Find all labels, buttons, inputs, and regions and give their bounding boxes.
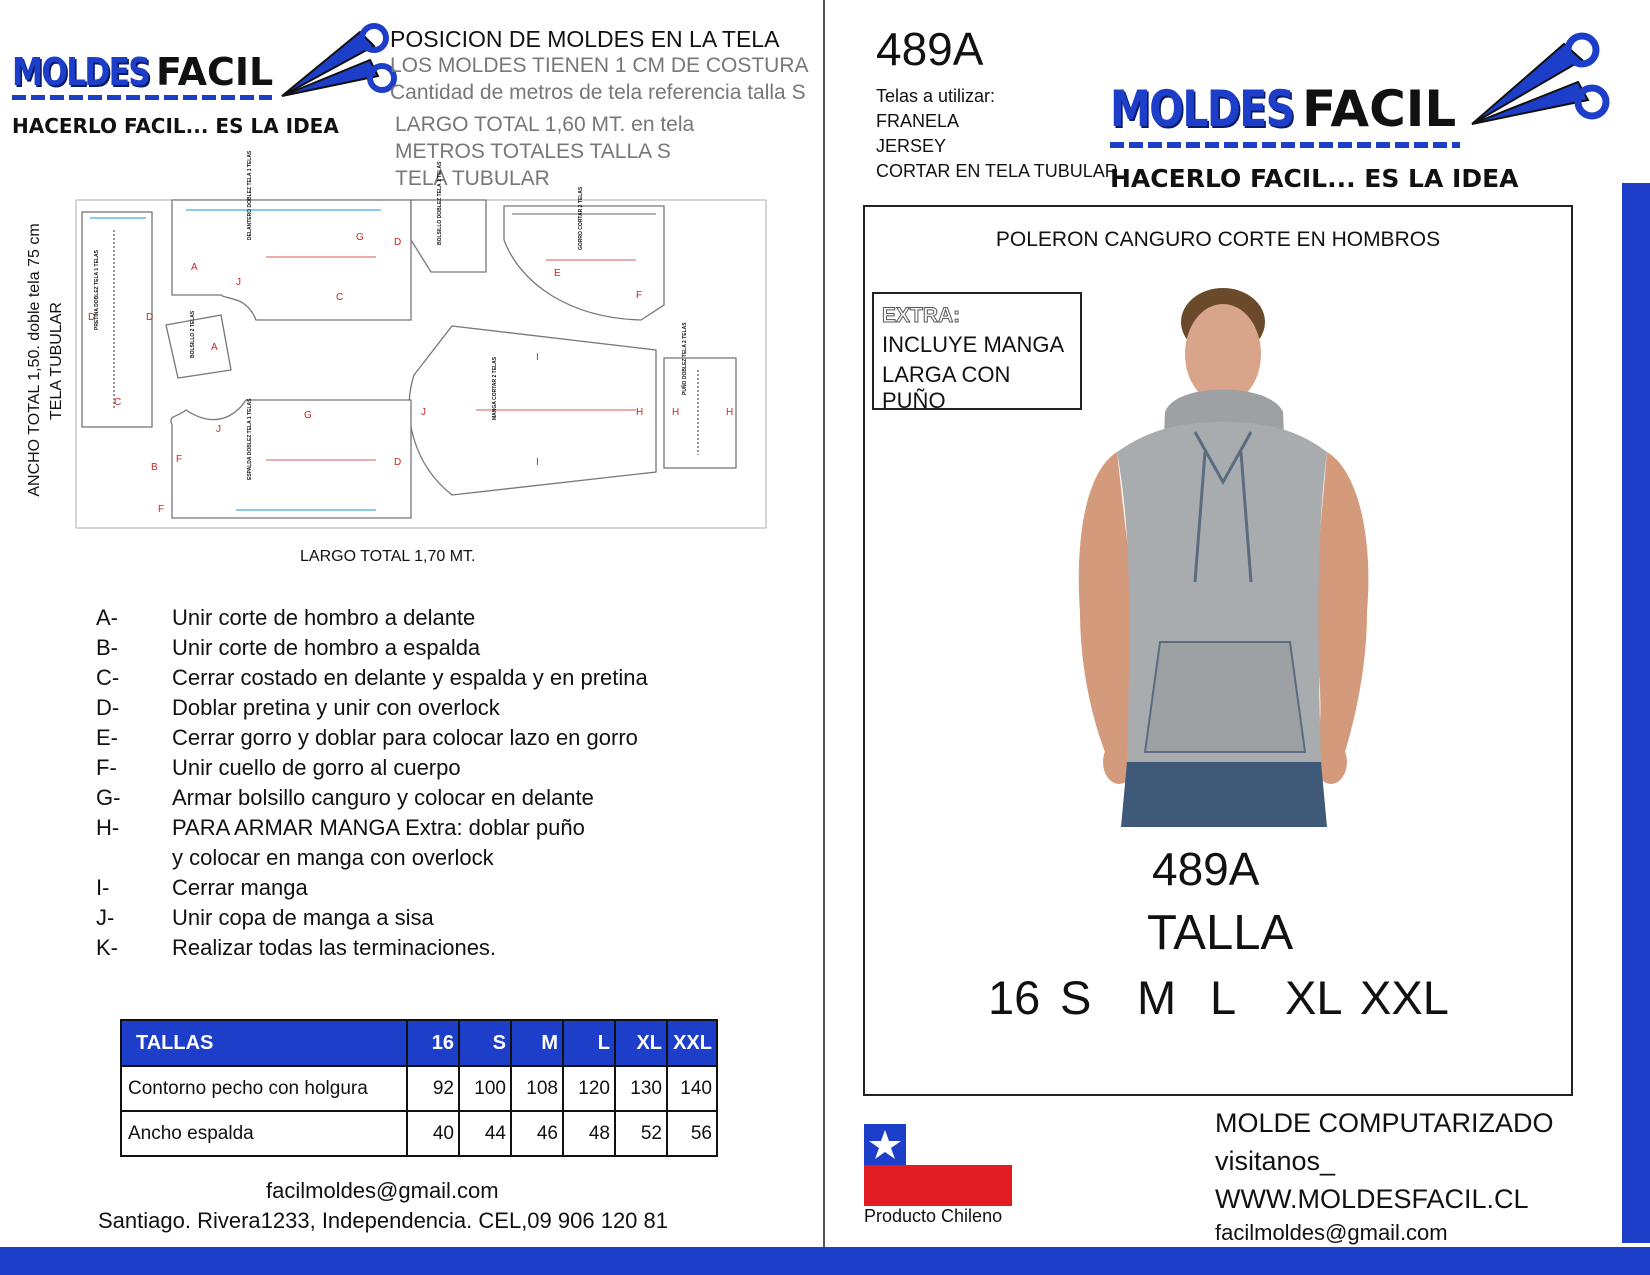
logo-dash-line — [12, 95, 272, 100]
step-text: Unir cuello de gorro al cuerpo — [172, 755, 461, 780]
svg-text:J: J — [236, 277, 241, 288]
footer-line1: MOLDE COMPUTARIZADO — [1215, 1108, 1554, 1138]
step-text: PARA ARMAR MANGA Extra: doblar puño — [172, 815, 585, 840]
row-label: Contorno pecho con holgura — [121, 1066, 407, 1111]
logo-brand-b: FACIL — [1302, 80, 1457, 138]
tubular-note: TELA TUBULAR — [395, 167, 550, 190]
edge-accent — [1622, 183, 1650, 1243]
svg-text:F: F — [636, 290, 643, 301]
big-code: 489A — [1152, 843, 1260, 895]
table-cell: 92 — [407, 1066, 459, 1111]
table-cell: 46 — [511, 1111, 563, 1156]
svg-text:B: B — [151, 462, 158, 473]
talla-label: TALLA — [1147, 906, 1294, 960]
size-table — [120, 1019, 718, 1157]
table-cell: 120 — [563, 1066, 615, 1111]
table-cell: 108 — [511, 1066, 563, 1111]
size-option: S — [1060, 971, 1092, 1024]
svg-text:E: E — [554, 268, 561, 279]
header-cell: XXL — [667, 1020, 717, 1066]
svg-text:H: H — [726, 407, 734, 418]
table-cell: 52 — [615, 1111, 667, 1156]
left-logo — [12, 46, 402, 136]
page-divider — [823, 0, 825, 1275]
size-option: L — [1210, 971, 1237, 1024]
header-cell: 16 — [407, 1020, 459, 1066]
width-label: ANCHO TOTAL 1,50. doble tela 75 cm — [26, 223, 43, 497]
extra-box — [872, 292, 1082, 413]
length-label: LARGO TOTAL 1,70 MT. — [300, 548, 476, 565]
svg-text:G: G — [304, 410, 312, 421]
logo-brand-b: FACIL — [156, 50, 274, 94]
size-option: 16 — [988, 971, 1041, 1024]
header-cell: L — [563, 1020, 615, 1066]
largo-note: LARGO TOTAL 1,60 MT. en tela — [395, 113, 695, 136]
logo-brand-a: MOLDES — [1110, 80, 1294, 138]
product-code: 489A — [876, 23, 984, 75]
svg-text:D: D — [88, 312, 96, 323]
svg-text:I: I — [536, 457, 539, 468]
fabrics-title: Telas a utilizar: — [876, 86, 996, 106]
svg-text:D: D — [146, 312, 154, 323]
step-text: Unir copa de manga a sisa — [172, 905, 434, 930]
step-letter: E- — [96, 725, 118, 750]
piece-espalda — [151, 398, 411, 518]
table-cell: 44 — [459, 1111, 511, 1156]
row-label: Ancho espalda — [121, 1111, 407, 1156]
logo-tagline: HACERLO FACIL... ES LA IDEA — [1110, 164, 1519, 193]
metros-note: METROS TOTALES TALLA S — [395, 140, 671, 163]
header-cell: S — [459, 1020, 511, 1066]
extra-line2: LARGA CON PUÑO — [882, 362, 1011, 413]
svg-text:G: G — [356, 232, 364, 243]
footer-email-link[interactable]: facilmoldes@gmail.com — [1215, 1220, 1448, 1245]
contact-email: facilmoldes@gmail.com — [266, 1178, 499, 1203]
bolsillo-name: BOLSILLO DOBLEZ TELA 1 TELAS — [437, 161, 443, 245]
step-letter: B- — [96, 635, 118, 660]
size-option: XXL — [1360, 971, 1449, 1024]
step-text: Cerrar costado en delante y espalda y en pretina — [172, 665, 648, 690]
flag-caption: Producto Chileno — [864, 1206, 1003, 1226]
svg-text:F: F — [158, 504, 165, 515]
espalda-name: ESPALDA DOBLEZ TELA 1 TELAS — [247, 398, 253, 480]
step-text: Doblar pretina y unir con overlock — [172, 695, 500, 720]
right-logo — [1110, 80, 1610, 193]
scissors-icon — [274, 16, 404, 126]
svg-text:F: F — [176, 454, 183, 465]
table-row — [121, 1066, 717, 1111]
svg-text:J: J — [421, 407, 426, 418]
size-option: M — [1137, 971, 1177, 1024]
fabric-item: CORTAR EN TELA TUBULAR — [876, 161, 1118, 181]
table-cell: 140 — [667, 1066, 717, 1111]
bottom-bar — [0, 1247, 1650, 1275]
piece-manga — [409, 326, 656, 495]
fabric-item: FRANELA — [876, 111, 960, 131]
layout-title: POSICION DE MOLDES EN LA TELA — [390, 26, 780, 52]
table-cell: 48 — [563, 1111, 615, 1156]
bolsillo2-name: BOLSILLO 2 TELAS — [190, 310, 196, 358]
footer-line2: visitanos_ — [1215, 1146, 1336, 1176]
step-letter: J- — [96, 905, 115, 930]
pretina-name: PRETINA DOBLEZ TELA 1 TELAS — [94, 250, 100, 330]
puno-name: PUÑO DOBLEZ TELA 2 TELAS — [682, 322, 688, 395]
step-letter: G- — [96, 785, 121, 810]
chile-flag-icon — [864, 1124, 1012, 1206]
product-title: POLERON CANGURO CORTE EN HOMBROS — [995, 228, 1441, 251]
logo-brand-a: MOLDES — [12, 50, 150, 94]
svg-text:D: D — [394, 457, 402, 468]
table-cell: 40 — [407, 1111, 459, 1156]
seam-note: LOS MOLDES TIENEN 1 CM DE COSTURA — [390, 54, 809, 77]
piece-pretina — [82, 212, 153, 427]
step-text: Unir corte de hombro a espalda — [172, 635, 481, 660]
step-letter: H- — [96, 815, 120, 840]
svg-text:A: A — [211, 342, 218, 353]
svg-text:I: I — [536, 352, 539, 363]
step-letter: D- — [96, 695, 120, 720]
step-text: Cerrar gorro y doblar para colocar lazo en gorro — [172, 725, 638, 750]
size-table-header — [121, 1020, 717, 1066]
logo-dash-line — [1110, 142, 1460, 148]
step-text: Unir corte de hombro a delante — [172, 605, 476, 630]
table-row — [121, 1111, 717, 1156]
step-letter: K- — [96, 935, 118, 960]
header-cell: TALLAS — [121, 1020, 407, 1066]
step-text: Cerrar manga — [172, 875, 308, 900]
logo-tagline: HACERLO FACIL... ES LA IDEA — [12, 114, 339, 138]
piece-delantero — [172, 150, 411, 320]
model-hoodie-image — [1055, 282, 1385, 827]
step-text: Armar bolsillo canguro y colocar en delante — [172, 785, 594, 810]
manga-name: MANGA CORTAR 2 TELAS — [492, 356, 498, 420]
step-text: Realizar todas las terminaciones. — [172, 935, 497, 960]
svg-text:J: J — [216, 424, 221, 435]
header-cell: XL — [615, 1020, 667, 1066]
table-cell: 130 — [615, 1066, 667, 1111]
fabric-item: JERSEY — [876, 136, 947, 156]
footer-website-link[interactable]: WWW.MOLDESFACIL.CL — [1215, 1184, 1529, 1214]
step-letter: I- — [96, 875, 110, 900]
header-cell: M — [511, 1020, 563, 1066]
contact-address: Santiago. Rivera1233, Independencia. CEL,09 906 120 81 — [98, 1208, 668, 1233]
svg-text:C: C — [336, 292, 344, 303]
svg-text:H: H — [672, 407, 680, 418]
step-letter: C- — [96, 665, 120, 690]
svg-text:H: H — [636, 407, 644, 418]
step-letter: A- — [96, 605, 118, 630]
svg-text:A: A — [191, 262, 198, 273]
svg-text:C: C — [114, 397, 122, 408]
delantero-name: DELANTERO DOBLEZ TELA 1 TELAS — [247, 150, 253, 240]
step-letter: F- — [96, 755, 117, 780]
step-text: y colocar en manga con overlock — [172, 845, 494, 870]
extra-line1: INCLUYE MANGA — [882, 332, 1065, 357]
width-sublabel: TELA TUBULAR — [48, 302, 65, 420]
gorro-name: GORRO CORTAR 2 TELAS — [578, 186, 584, 250]
scissors-icon — [1464, 24, 1614, 154]
extra-title: EXTRA: — [882, 304, 961, 327]
meters-ref-note: Cantidad de metros de tela referencia talla S — [390, 81, 806, 104]
table-cell: 100 — [459, 1066, 511, 1111]
table-cell: 56 — [667, 1111, 717, 1156]
size-option: XL — [1285, 971, 1343, 1024]
svg-text:D: D — [394, 237, 402, 248]
